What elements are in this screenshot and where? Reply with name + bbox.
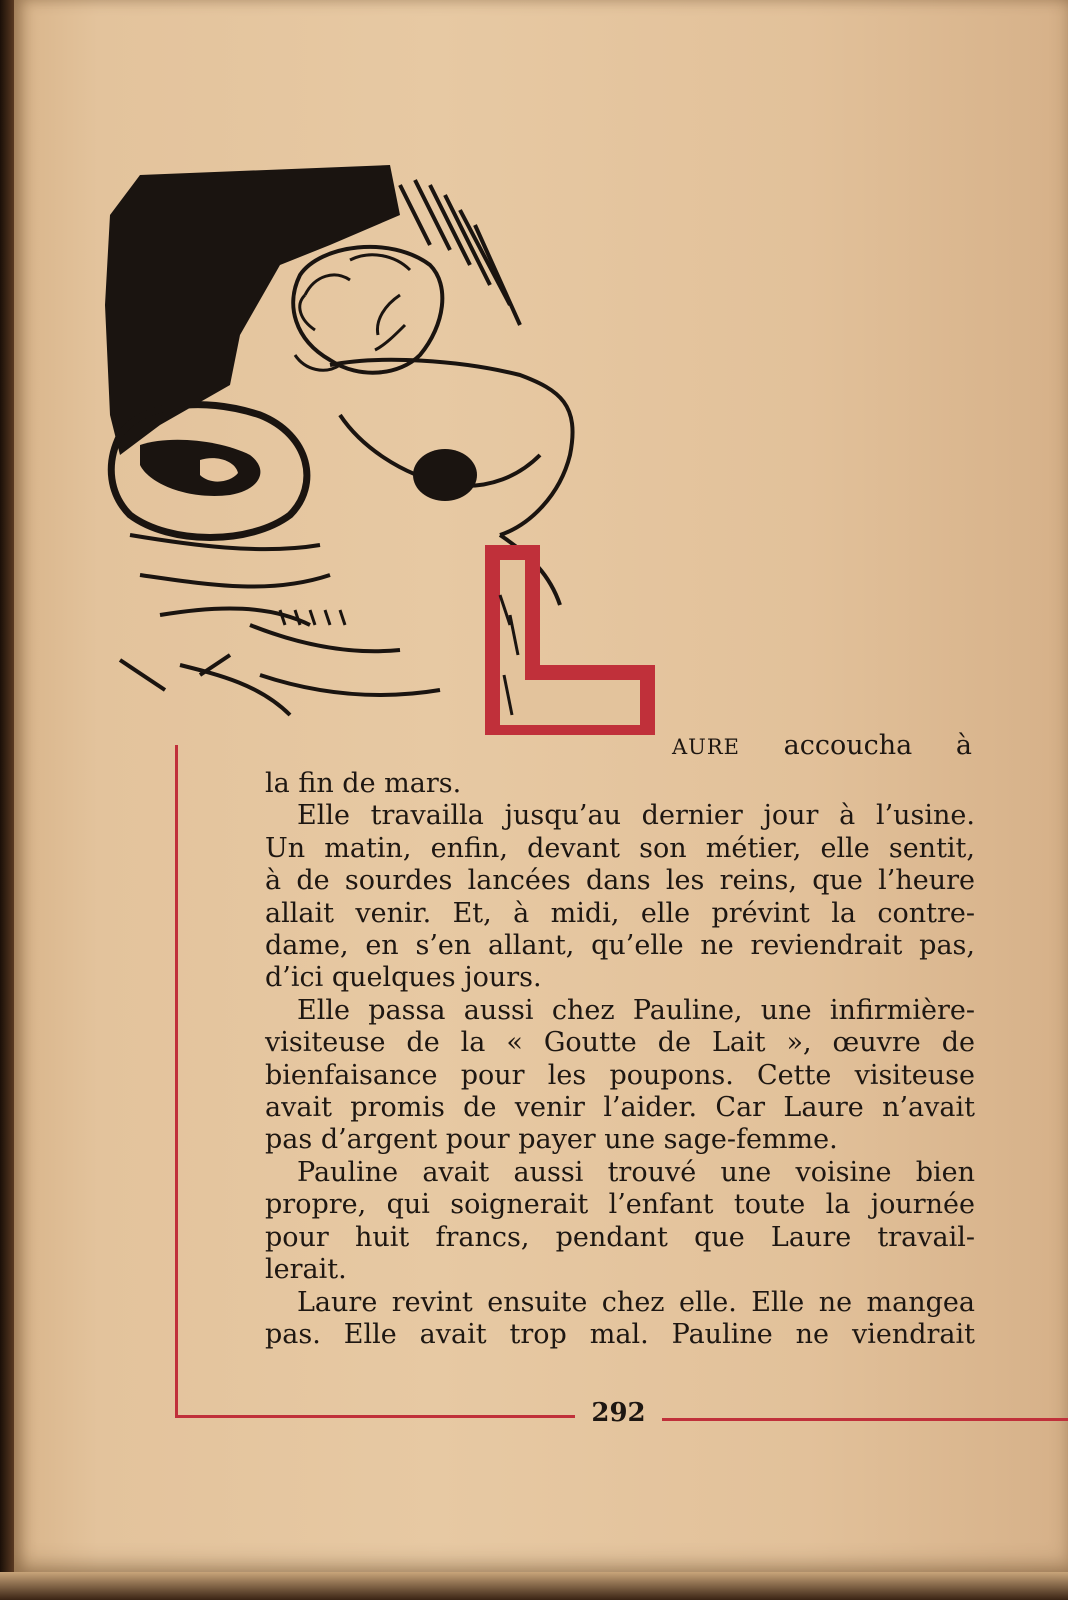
text-line: Pauline avait aussi trouvé une voisine bien <box>297 1156 975 1188</box>
first-line-end: à <box>955 730 972 761</box>
text-line: avait promis de venir l’aider. Car Laure n’avait <box>265 1092 975 1124</box>
text-line: pas d’argent pour payer une sage-femme. <box>265 1124 838 1156</box>
text-line: Elle travailla jusqu’au dernier jour à l’usine. <box>297 800 975 832</box>
red-frame-left-rule <box>175 745 178 1417</box>
first-word-smallcaps: AURE <box>672 735 741 759</box>
text-line: à de sourdes lancées dans les reins, que l’heure <box>265 865 975 897</box>
footer-rule-right <box>662 1418 1068 1421</box>
first-line-word: accoucha <box>783 730 913 761</box>
text-line: la fin de mars. <box>265 768 462 799</box>
text-line: lerait. <box>265 1254 347 1286</box>
text-line: pour huit francs, pendant que Laure travail- <box>265 1221 975 1253</box>
text-line: pas. Elle avait trop mal. Pauline ne viendrait <box>265 1318 975 1350</box>
body-text <box>265 768 975 1351</box>
page-number: 292 <box>591 1398 646 1428</box>
text-line: bienfaisance pour les poupons. Cette visiteuse <box>265 1059 975 1091</box>
book-spine-edge <box>0 0 14 1572</box>
text-line: dame, en s’en allant, qu’elle ne reviendrait pas, <box>265 930 975 962</box>
page-bottom-edge <box>0 1572 1068 1600</box>
text-line: Laure revint ensuite chez elle. Elle ne mangea <box>297 1286 975 1318</box>
text-line: Un matin, enfin, devant son métier, elle sentit, <box>265 832 975 864</box>
text-line: propre, qui soignerait l’enfant toute la journée <box>265 1189 975 1221</box>
footer-rule-left <box>175 1415 575 1418</box>
text-line: allait venir. Et, à midi, elle prévint la contre- <box>265 897 975 929</box>
woman-holding-newborn-illustration <box>100 155 670 735</box>
text-line: Elle passa aussi chez Pauline, une infirmière- <box>297 994 975 1026</box>
text-line: d’ici quelques jours. <box>265 962 542 994</box>
text-line: visiteuse de la « Goutte de Lait », œuvre de <box>265 1027 975 1059</box>
first-line <box>672 730 972 761</box>
